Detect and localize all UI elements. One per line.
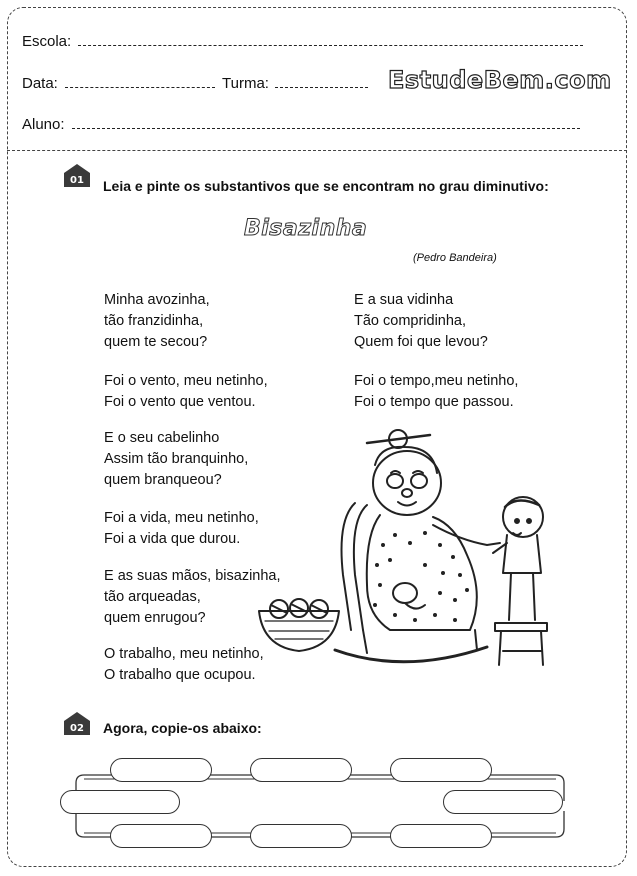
house-badge-icon bbox=[62, 163, 92, 188]
class-field[interactable] bbox=[275, 75, 368, 88]
date-label: Data: bbox=[22, 75, 58, 92]
school-field[interactable] bbox=[78, 33, 583, 46]
poem-line: Foi o vento que ventou. bbox=[104, 394, 256, 410]
school-row bbox=[22, 33, 583, 50]
answer-box[interactable] bbox=[110, 758, 212, 782]
brand-logo: EstudeBem.com bbox=[388, 66, 612, 94]
stanza bbox=[104, 508, 259, 550]
poem-line: O trabalho, meu netinho, bbox=[104, 646, 264, 662]
stanza bbox=[104, 428, 248, 491]
answer-box[interactable] bbox=[390, 758, 492, 782]
q1-instruction: Leia e pinte os substantivos que se encontram no grau diminutivo: bbox=[103, 178, 549, 194]
poem-line: E o seu cabelinho bbox=[104, 430, 220, 446]
poem-line: Minha avozinha, bbox=[104, 292, 210, 308]
poem-line: Quem foi que levou? bbox=[354, 334, 488, 350]
poem-line: E a sua vidinha bbox=[354, 292, 454, 308]
poem-line: Foi o vento, meu netinho, bbox=[104, 373, 268, 389]
answer-box[interactable] bbox=[250, 824, 352, 848]
poem-line: Foi a vida que durou. bbox=[104, 531, 241, 547]
stanza bbox=[104, 290, 210, 353]
date-row bbox=[22, 75, 215, 92]
poem-line: tão franzidinha, bbox=[104, 313, 204, 329]
answer-box[interactable] bbox=[110, 824, 212, 848]
poem-title: Bisazinha bbox=[244, 216, 368, 241]
poem-line: quem branqueou? bbox=[104, 472, 222, 488]
answer-box[interactable] bbox=[60, 790, 180, 814]
poem-line: tão arqueadas, bbox=[104, 589, 201, 605]
poem-line: Foi o tempo,meu netinho, bbox=[354, 373, 519, 389]
q1-number: 01 bbox=[70, 175, 84, 186]
student-label: Aluno: bbox=[22, 116, 65, 133]
poem-line: Assim tão branquinho, bbox=[104, 451, 249, 467]
poem-line: Foi o tempo que passou. bbox=[354, 394, 514, 410]
poem-line: Tão compridinha, bbox=[354, 313, 467, 329]
header-divider bbox=[7, 150, 627, 151]
poem-line: Foi a vida, meu netinho, bbox=[104, 510, 259, 526]
poem-line: E as suas mãos, bisazinha, bbox=[104, 568, 281, 584]
answer-box[interactable] bbox=[250, 758, 352, 782]
stanza bbox=[104, 644, 264, 686]
stanza bbox=[104, 371, 268, 413]
poem-line: quem te secou? bbox=[104, 334, 208, 350]
school-label: Escola: bbox=[22, 33, 72, 50]
poem-author: (Pedro Bandeira) bbox=[413, 252, 497, 264]
q2-instruction: Agora, copie-os abaixo: bbox=[103, 720, 262, 736]
class-label: Turma: bbox=[222, 75, 269, 92]
student-row bbox=[22, 116, 580, 133]
grandma-grandchild-illustration bbox=[255, 425, 560, 675]
poem-line: quem enrugou? bbox=[104, 610, 206, 626]
stanza bbox=[354, 290, 488, 353]
q2-number: 02 bbox=[70, 723, 84, 734]
stanza bbox=[354, 371, 518, 413]
class-row bbox=[222, 75, 368, 92]
answer-box[interactable] bbox=[443, 790, 563, 814]
date-field[interactable] bbox=[65, 75, 215, 88]
answer-box[interactable] bbox=[390, 824, 492, 848]
poem-line: O trabalho que ocupou. bbox=[104, 667, 256, 683]
house-badge-icon bbox=[62, 711, 92, 736]
student-field[interactable] bbox=[72, 116, 580, 129]
